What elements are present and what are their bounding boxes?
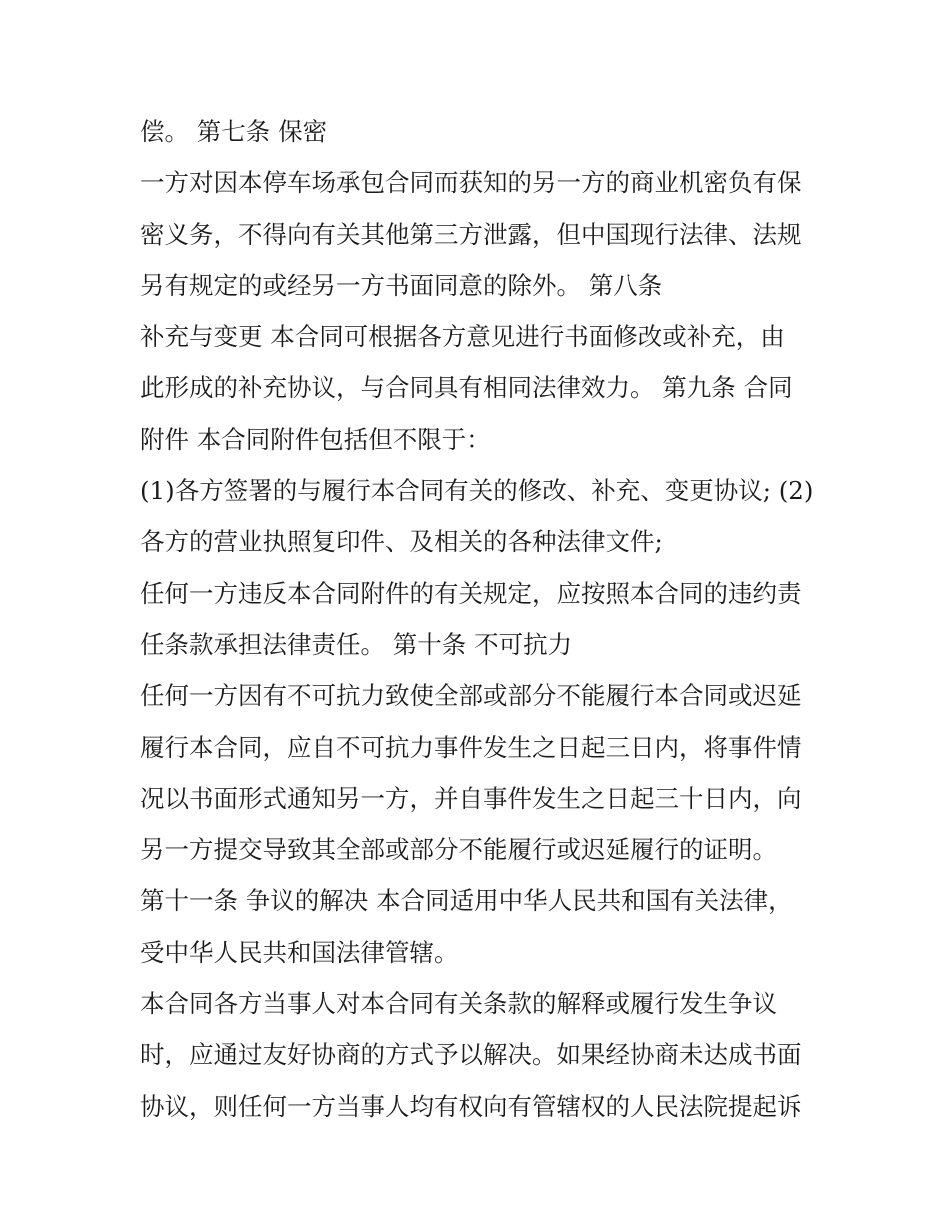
text-line: 各方的营业执照复印件、及相关的各种法律文件; — [140, 527, 663, 557]
text-line: 任何一方因有不可抗力致使全部或部分不能履行本合同或迟延 — [140, 681, 802, 711]
text-line: 时，应通过友好协商的方式予以解决。如果经协商未达成书面 — [140, 1040, 802, 1070]
text-line: 另有规定的或经另一方书面同意的除外。 第八条 — [140, 270, 663, 300]
text-line: 附件 本合同附件包括但不限于： — [140, 424, 491, 454]
text-line: 密义务，不得向有关其他第三方泄露，但中国现行法律、法规 — [140, 219, 802, 249]
text-line: 第十一条 争议的解决 本合同适用中华人民共和国有关法律， — [140, 886, 793, 916]
text-line: 一方对因本停车场承包合同而获知的另一方的商业机密负有保 — [140, 168, 802, 198]
text-line: 况以书面形式通知另一方，并自事件发生之日起三十日内，向 — [140, 783, 802, 813]
text-line: 履行本合同，应自不可抗力事件发生之日起三日内，将事件情 — [140, 732, 802, 762]
text-line: 此形成的补充协议，与合同具有相同法律效力。 第九条 合同 — [140, 373, 793, 403]
text-line: 受中华人民共和国法律管辖。 — [140, 937, 459, 967]
text-line: 任何一方违反本合同附件的有关规定，应按照本合同的违约责 — [140, 578, 802, 608]
text-line: 协议，则任何一方当事人均有权向有管辖权的人民法院提起诉 — [140, 1091, 802, 1121]
document-body — [140, 106, 830, 1132]
text-line: 偿。 第七条 保密 — [140, 117, 328, 146]
text-line: 补充与变更 本合同可根据各方意见进行书面修改或补充，由 — [140, 322, 785, 352]
text-line: 任条款承担法律责任。 第十条 不可抗力 — [140, 629, 573, 659]
text-line: 本合同各方当事人对本合同有关条款的解释或履行发生争议 — [140, 989, 777, 1019]
text-line: (1)各方签署的与履行本合同有关的修改、补充、变更协议; (2) — [140, 476, 814, 506]
text-line: 另一方提交导致其全部或部分不能履行或迟延履行的证明。 — [140, 835, 777, 865]
